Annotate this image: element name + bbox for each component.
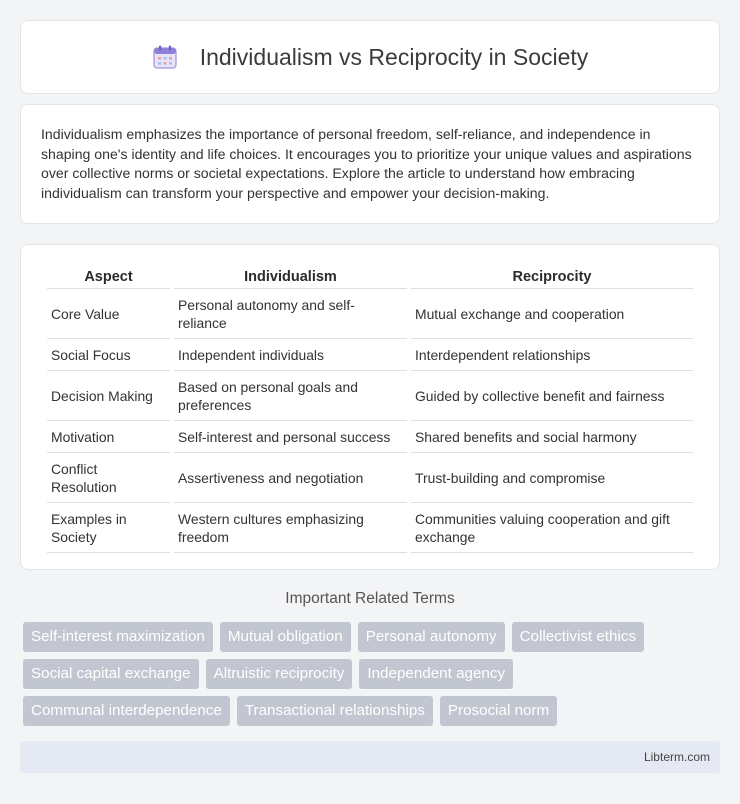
related-term-tag[interactable]: Independent agency (359, 659, 513, 689)
footer (20, 741, 720, 773)
intro-paragraph: Individualism emphasizes the importance of personal freedom, self-reliance, and independence in shaping one's identity and life choices. It encourages you to prioritize your unique values and aspirations over collective norms or societal expectations. Explore the article to understand how embracing individualism can transform your perspective and empower your decision-making. (41, 126, 692, 201)
header-card (20, 20, 720, 94)
related-term-tag[interactable]: Personal autonomy (358, 622, 505, 652)
table-cell: Personal autonomy and self-reliance (174, 289, 407, 339)
related-term-tag[interactable]: Self-interest maximization (23, 622, 213, 652)
comparison-table (43, 263, 697, 553)
table-cell: Shared benefits and social harmony (411, 421, 693, 453)
related-terms-title: Important Related Terms (285, 590, 455, 607)
table-cell: Communities valuing cooperation and gift exchange (411, 503, 693, 553)
related-term-tag[interactable]: Social capital exchange (23, 659, 199, 689)
calendar-icon (152, 44, 178, 70)
table-cell: Decision Making (47, 371, 170, 421)
table-cell: Core Value (47, 289, 170, 339)
column-header-aspect: Aspect (47, 263, 170, 289)
footer-site-link[interactable]: Libterm.com (643, 750, 710, 764)
column-header-individualism: Individualism (174, 263, 407, 289)
table-cell: Motivation (47, 421, 170, 453)
table-cell: Western cultures emphasizing freedom (174, 503, 407, 553)
table-header-row (47, 263, 693, 289)
related-term-tag[interactable]: Altruistic reciprocity (206, 659, 353, 689)
table-cell: Social Focus (47, 339, 170, 371)
header (152, 44, 589, 71)
table-cell: Guided by collective benefit and fairness (411, 371, 693, 421)
table-cell: Trust-building and compromise (411, 453, 693, 503)
table-cell: Assertiveness and negotiation (174, 453, 407, 503)
related-term-tag[interactable]: Communal interdependence (23, 696, 230, 726)
related-term-tag[interactable]: Prosocial norm (440, 696, 557, 726)
table-row (47, 339, 693, 371)
table-cell: Conflict Resolution (47, 453, 170, 503)
comparison-card (20, 244, 720, 570)
related-terms-tags (23, 622, 723, 733)
page-title: Individualism vs Reciprocity in Society (199, 43, 589, 70)
table-cell: Independent individuals (174, 339, 407, 371)
table-row (47, 503, 693, 553)
table-cell: Interdependent relationships (411, 339, 693, 371)
table-cell: Self-interest and personal success (174, 421, 407, 453)
table-cell: Mutual exchange and cooperation (411, 289, 693, 339)
table-row (47, 421, 693, 453)
table-row (47, 371, 693, 421)
table-cell: Based on personal goals and preferences (174, 371, 407, 421)
table-row (47, 289, 693, 339)
related-term-tag[interactable]: Collectivist ethics (512, 622, 644, 652)
related-term-tag[interactable]: Transactional relationships (237, 696, 433, 726)
column-header-reciprocity: Reciprocity (411, 263, 693, 289)
table-cell: Examples in Society (47, 503, 170, 553)
table-row (47, 453, 693, 503)
related-term-tag[interactable]: Mutual obligation (220, 622, 351, 652)
intro-card (20, 104, 720, 224)
